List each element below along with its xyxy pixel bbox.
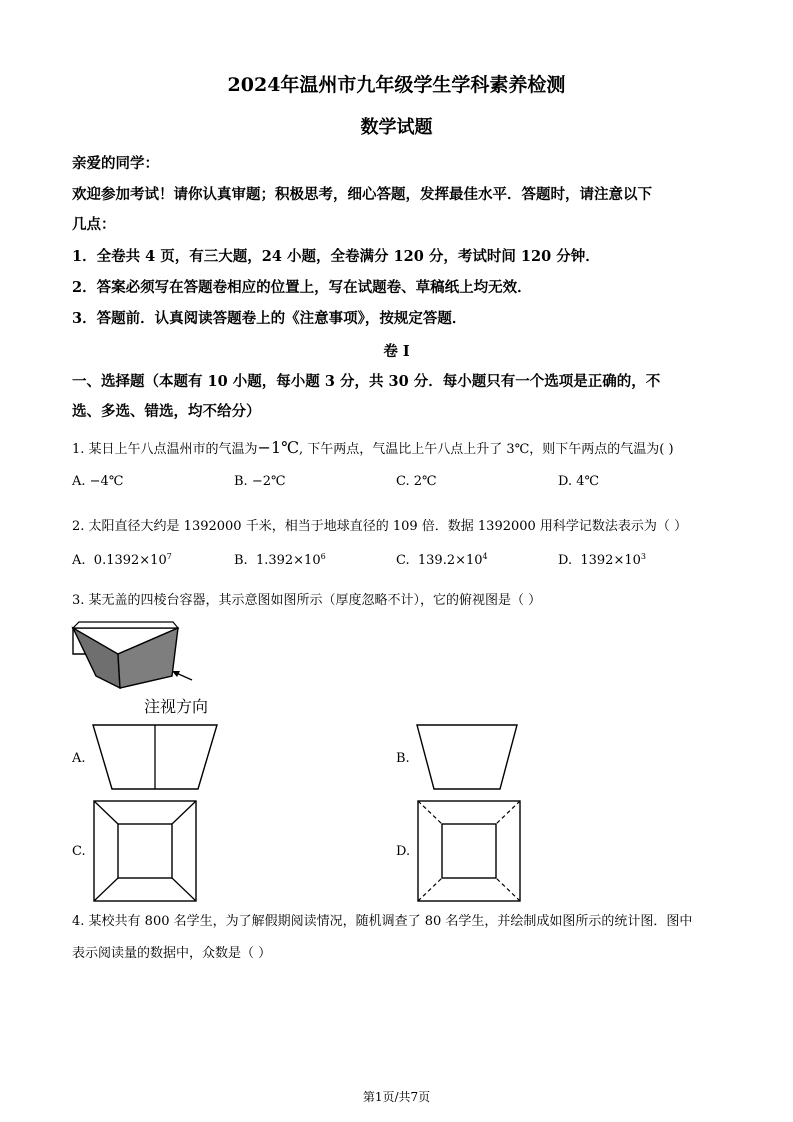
intro-line-1: 欢迎参加考试！请你认真审题；积极思考，细心答题，发挥最佳水平．答题时，请注意以下 [72,186,652,203]
option-value: 139.2×10 [417,553,483,568]
option-value: 1.392×10 [255,553,321,568]
question-3-option-c-label[interactable]: C. [72,844,86,859]
question-2-option-d[interactable] [558,552,646,568]
question-3-stem: 3. 某无盖的四棱台容器，其示意图如图所示（厚度忽略不计），它的俯视图是（ ） [72,593,542,608]
container-top-rim [73,622,178,628]
page-subtitle: 数学试题 [360,117,433,138]
option-value: 0.1392×10 [93,553,167,568]
container-figure [70,618,220,694]
question-3-option-d-figure[interactable] [416,799,522,903]
question-3-option-c-figure[interactable] [92,799,198,903]
question-4-line-1: 4. 某校共有 800 名学生，为了解假期阅读情况，随机调查了 80 名学生，并绘制成如图所示的统计图．图中 [72,914,693,929]
option-label: B. [234,553,248,568]
note-1: 1．全卷共 4 页，有三大题，24 小题，全卷满分 120 分，考试时间 120 分钟． [72,248,600,265]
question-2-option-b[interactable] [234,552,326,568]
intro-line-2: 几点： [72,216,116,233]
question-2-stem: 2. 太阳直径大约是 1392000 千米，相当于地球直径的 109 倍．数据 1392000 用科学记数法表示为（ ） [72,519,688,534]
question-1-option-b[interactable]: B. −2℃ [234,474,286,489]
trapezoid-outline [417,725,517,789]
question-2-option-a[interactable] [72,552,172,568]
question-3-option-d-label[interactable]: D. [396,844,411,859]
section-heading-line-1: 一、选择题（本题有 10 小题，每小题 3 分，共 30 分．每小题只有一个选项是正确的，不 [72,373,661,390]
note-3: 3．答题前．认真阅读答题卷上的《注意事项》，按规定答题． [72,310,467,327]
page-title: 2024年温州市九年级学生学科素养检测 [227,74,566,96]
option-label: D. [558,553,573,568]
note-2: 2．答案必须写在答题卷相应的位置上，写在试题卷、草稿纸上均无效． [72,279,532,296]
question-1-stem [72,438,674,457]
question-3-option-a-label[interactable]: A. [72,751,86,766]
question-2-option-c[interactable] [396,552,488,568]
question-3-option-a-figure[interactable] [90,722,220,792]
question-1-stem-b: , 下午两点，气温比上午八点上升了 3℃，则下午两点的气温为( ) [299,442,674,457]
option-exponent: 3 [640,552,646,561]
section-heading-line-2: 选、多选、错选，均不给分） [72,403,261,420]
question-1-option-c[interactable]: C. 2℃ [396,474,437,489]
option-value: 1392×10 [580,553,641,568]
inner-square [118,824,172,878]
option-exponent: 6 [320,552,326,561]
page-number: 第1页/共7页 [362,1090,431,1104]
inner-square [442,824,496,878]
question-3-option-b-label[interactable]: B. [396,751,410,766]
question-1-stem-a: 1. 某日上午八点温州市的气温为 [72,442,258,457]
volume-heading: 卷 I [383,343,410,360]
question-3-option-b-figure[interactable] [414,722,520,792]
direction-label: 注视方向 [144,697,209,716]
question-4-line-2: 表示阅读量的数据中，众数是（ ） [72,946,272,961]
greeting: 亲爱的同学： [72,155,159,172]
option-exponent: 7 [166,552,172,561]
question-1-option-a[interactable]: A. −4℃ [72,474,124,489]
question-1-option-d[interactable]: D. 4℃ [558,474,600,489]
option-label: C. [396,553,410,568]
option-exponent: 4 [482,552,488,561]
option-label: A. [72,553,86,568]
question-1-temperature: −1℃ [257,438,300,457]
